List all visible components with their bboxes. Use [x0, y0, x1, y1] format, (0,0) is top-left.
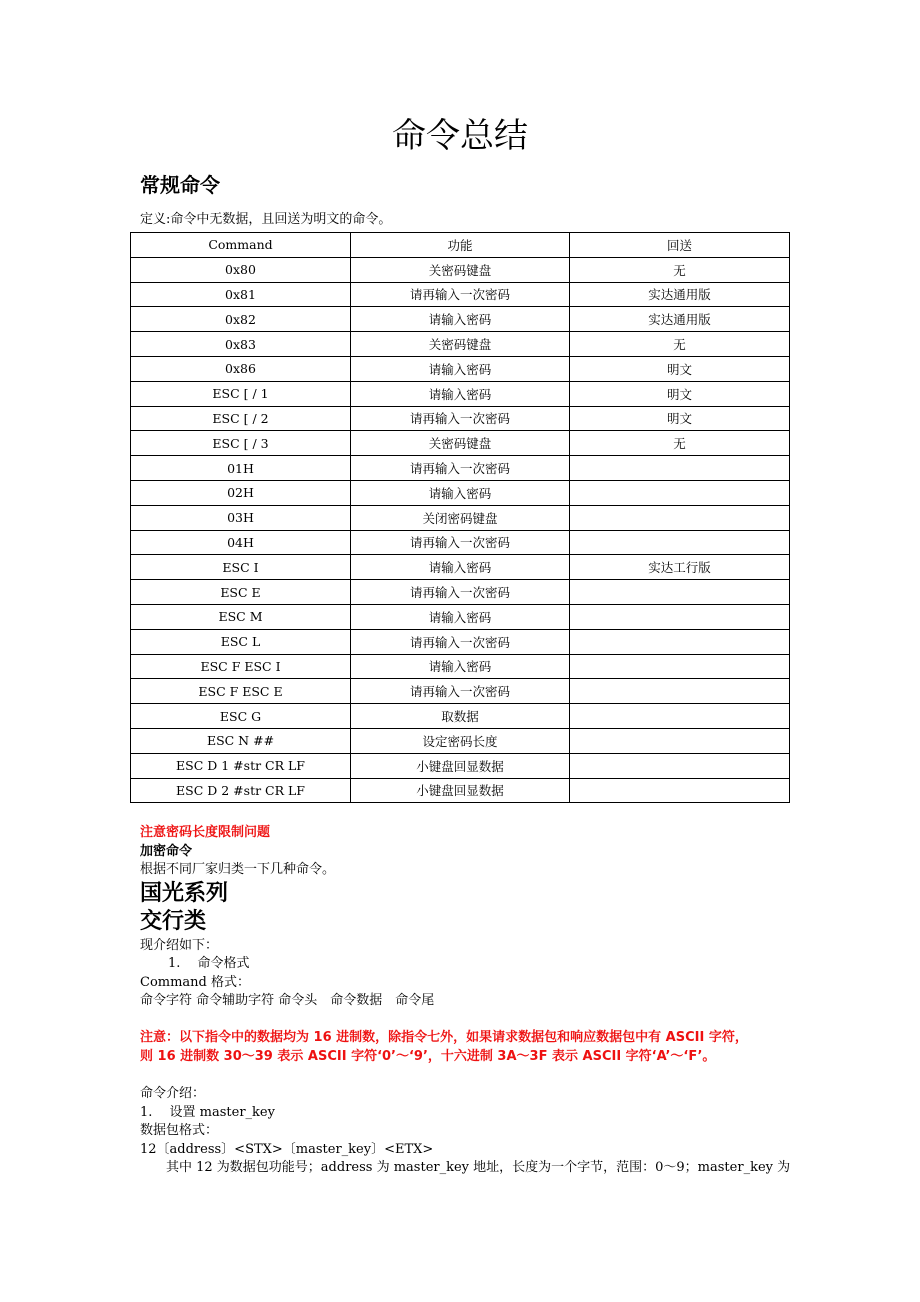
function-cell: 请输入密码 — [351, 555, 570, 580]
function-cell: 请输入密码 — [351, 654, 570, 679]
command-cell: ESC E — [131, 580, 351, 605]
encrypt-commands-heading: 加密命令 — [140, 844, 193, 859]
function-cell: 取数据 — [351, 704, 570, 729]
response-cell — [570, 456, 790, 481]
intro-text: 现介绍如下： — [140, 938, 219, 953]
table-row — [131, 356, 790, 381]
command-intro-label: 命令介绍： — [140, 1086, 206, 1101]
table-row — [131, 406, 790, 431]
response-cell: 实达通用版 — [570, 307, 790, 332]
response-cell — [570, 580, 790, 605]
table-row — [131, 257, 790, 282]
function-cell: 请再输入一次密码 — [351, 629, 570, 654]
table-row — [131, 307, 790, 332]
table-row — [131, 555, 790, 580]
command-cell: ESC F ESC I — [131, 654, 351, 679]
warning-line-1: 注意：以下指令中的数据均为 16 进制数，除指令七外，如果请求数据包和响应数据包中有 ASCII 字符， — [140, 1030, 748, 1045]
response-cell — [570, 505, 790, 530]
function-cell: 请再输入一次密码 — [351, 406, 570, 431]
page-title: 命令总结 — [392, 116, 528, 156]
table-row — [131, 679, 790, 704]
table-row — [131, 456, 790, 481]
response-cell — [570, 604, 790, 629]
warning-line-2: 则 16 进制数 30～39 表示 ASCII 字符‘0’～‘9’，十六进制 3A～3F 表示 ASCII 字符‘A’～‘F’。 — [140, 1049, 716, 1064]
password-length-note: 注意密码长度限制问题 — [140, 825, 271, 840]
table-row — [131, 728, 790, 753]
function-cell: 关密码键盘 — [351, 332, 570, 357]
guoguang-series-heading: 国光系列 — [140, 881, 229, 906]
command-cell: ESC [ / 2 — [131, 406, 351, 431]
command-cell: 0x80 — [131, 257, 351, 282]
command-cell: ESC M — [131, 604, 351, 629]
table-row — [131, 530, 790, 555]
function-cell: 请输入密码 — [351, 307, 570, 332]
function-cell: 请输入密码 — [351, 356, 570, 381]
table-row — [131, 431, 790, 456]
command-cell: ESC G — [131, 704, 351, 729]
command-cell: 0x86 — [131, 356, 351, 381]
command-cell: ESC [ / 1 — [131, 381, 351, 406]
table-row — [131, 580, 790, 605]
table-row — [131, 381, 790, 406]
table-header-row — [131, 233, 790, 258]
table-row — [131, 778, 790, 803]
command-cell: 0x82 — [131, 307, 351, 332]
command-cell: ESC D 1 #str CR LF — [131, 753, 351, 778]
definition-text: 定义:命令中无数据，且回送为明文的命令。 — [140, 212, 392, 227]
explanation-text: 其中 12 为数据包功能号；address 为 master_key 地址，长度为一个字节，范围：0～9；master_key 为 — [140, 1160, 791, 1175]
packet-format-text: 12〔address〕<STX>〔master_key〕<ETX> — [140, 1142, 434, 1157]
response-cell — [570, 530, 790, 555]
command-cell: 0x83 — [131, 332, 351, 357]
function-cell: 小键盘回显数据 — [351, 778, 570, 803]
command-cell: ESC N ## — [131, 728, 351, 753]
command-cell: 03H — [131, 505, 351, 530]
function-cell: 请再输入一次密码 — [351, 679, 570, 704]
command-cell: 02H — [131, 480, 351, 505]
function-cell: 关密码键盘 — [351, 257, 570, 282]
table-row — [131, 282, 790, 307]
response-cell — [570, 704, 790, 729]
table-header-cell: 回送 — [570, 233, 790, 258]
response-cell: 明文 — [570, 406, 790, 431]
function-cell: 请再输入一次密码 — [351, 580, 570, 605]
table-row — [131, 505, 790, 530]
jiaohang-heading: 交行类 — [140, 909, 207, 934]
command-cell: 04H — [131, 530, 351, 555]
function-cell: 请输入密码 — [351, 381, 570, 406]
command-parts-text: 命令字符 命令辅助字符 命令头 命令数据 命令尾 — [140, 993, 435, 1008]
function-cell: 小键盘回显数据 — [351, 753, 570, 778]
function-cell: 请再输入一次密码 — [351, 530, 570, 555]
response-cell: 无 — [570, 332, 790, 357]
table-row — [131, 480, 790, 505]
function-cell: 请再输入一次密码 — [351, 456, 570, 481]
table-header-cell: Command — [131, 233, 351, 258]
function-cell: 请输入密码 — [351, 604, 570, 629]
command-cell: ESC F ESC E — [131, 679, 351, 704]
table-row — [131, 654, 790, 679]
response-cell — [570, 778, 790, 803]
table-row — [131, 629, 790, 654]
classify-text: 根据不同厂家归类一下几种命令。 — [140, 862, 336, 877]
response-cell: 实达工行版 — [570, 555, 790, 580]
command-cell: ESC [ / 3 — [131, 431, 351, 456]
function-cell: 请输入密码 — [351, 480, 570, 505]
table-header-cell: 功能 — [351, 233, 570, 258]
function-cell: 关密码键盘 — [351, 431, 570, 456]
response-cell: 实达通用版 — [570, 282, 790, 307]
response-cell: 明文 — [570, 356, 790, 381]
response-cell — [570, 679, 790, 704]
table-row — [131, 753, 790, 778]
packet-format-label: 数据包格式： — [140, 1123, 219, 1138]
item-command-format: 1. 命令格式 — [168, 956, 250, 971]
response-cell: 明文 — [570, 381, 790, 406]
response-cell: 无 — [570, 431, 790, 456]
command-cell: ESC I — [131, 555, 351, 580]
response-cell — [570, 728, 790, 753]
command-cell: ESC D 2 #str CR LF — [131, 778, 351, 803]
table-row — [131, 604, 790, 629]
function-cell: 请再输入一次密码 — [351, 282, 570, 307]
table-row — [131, 704, 790, 729]
command-cell: 01H — [131, 456, 351, 481]
table-row — [131, 332, 790, 357]
response-cell — [570, 629, 790, 654]
command-cell: 0x81 — [131, 282, 351, 307]
response-cell: 无 — [570, 257, 790, 282]
command-table — [130, 232, 790, 803]
function-cell: 设定密码长度 — [351, 728, 570, 753]
section-heading-general-commands: 常规命令 — [140, 173, 220, 197]
set-master-key-item: 1. 设置 master_key — [140, 1105, 275, 1120]
response-cell — [570, 480, 790, 505]
response-cell — [570, 753, 790, 778]
response-cell — [570, 654, 790, 679]
function-cell: 关闭密码键盘 — [351, 505, 570, 530]
command-cell: ESC L — [131, 629, 351, 654]
command-format-label: Command 格式： — [140, 975, 251, 990]
